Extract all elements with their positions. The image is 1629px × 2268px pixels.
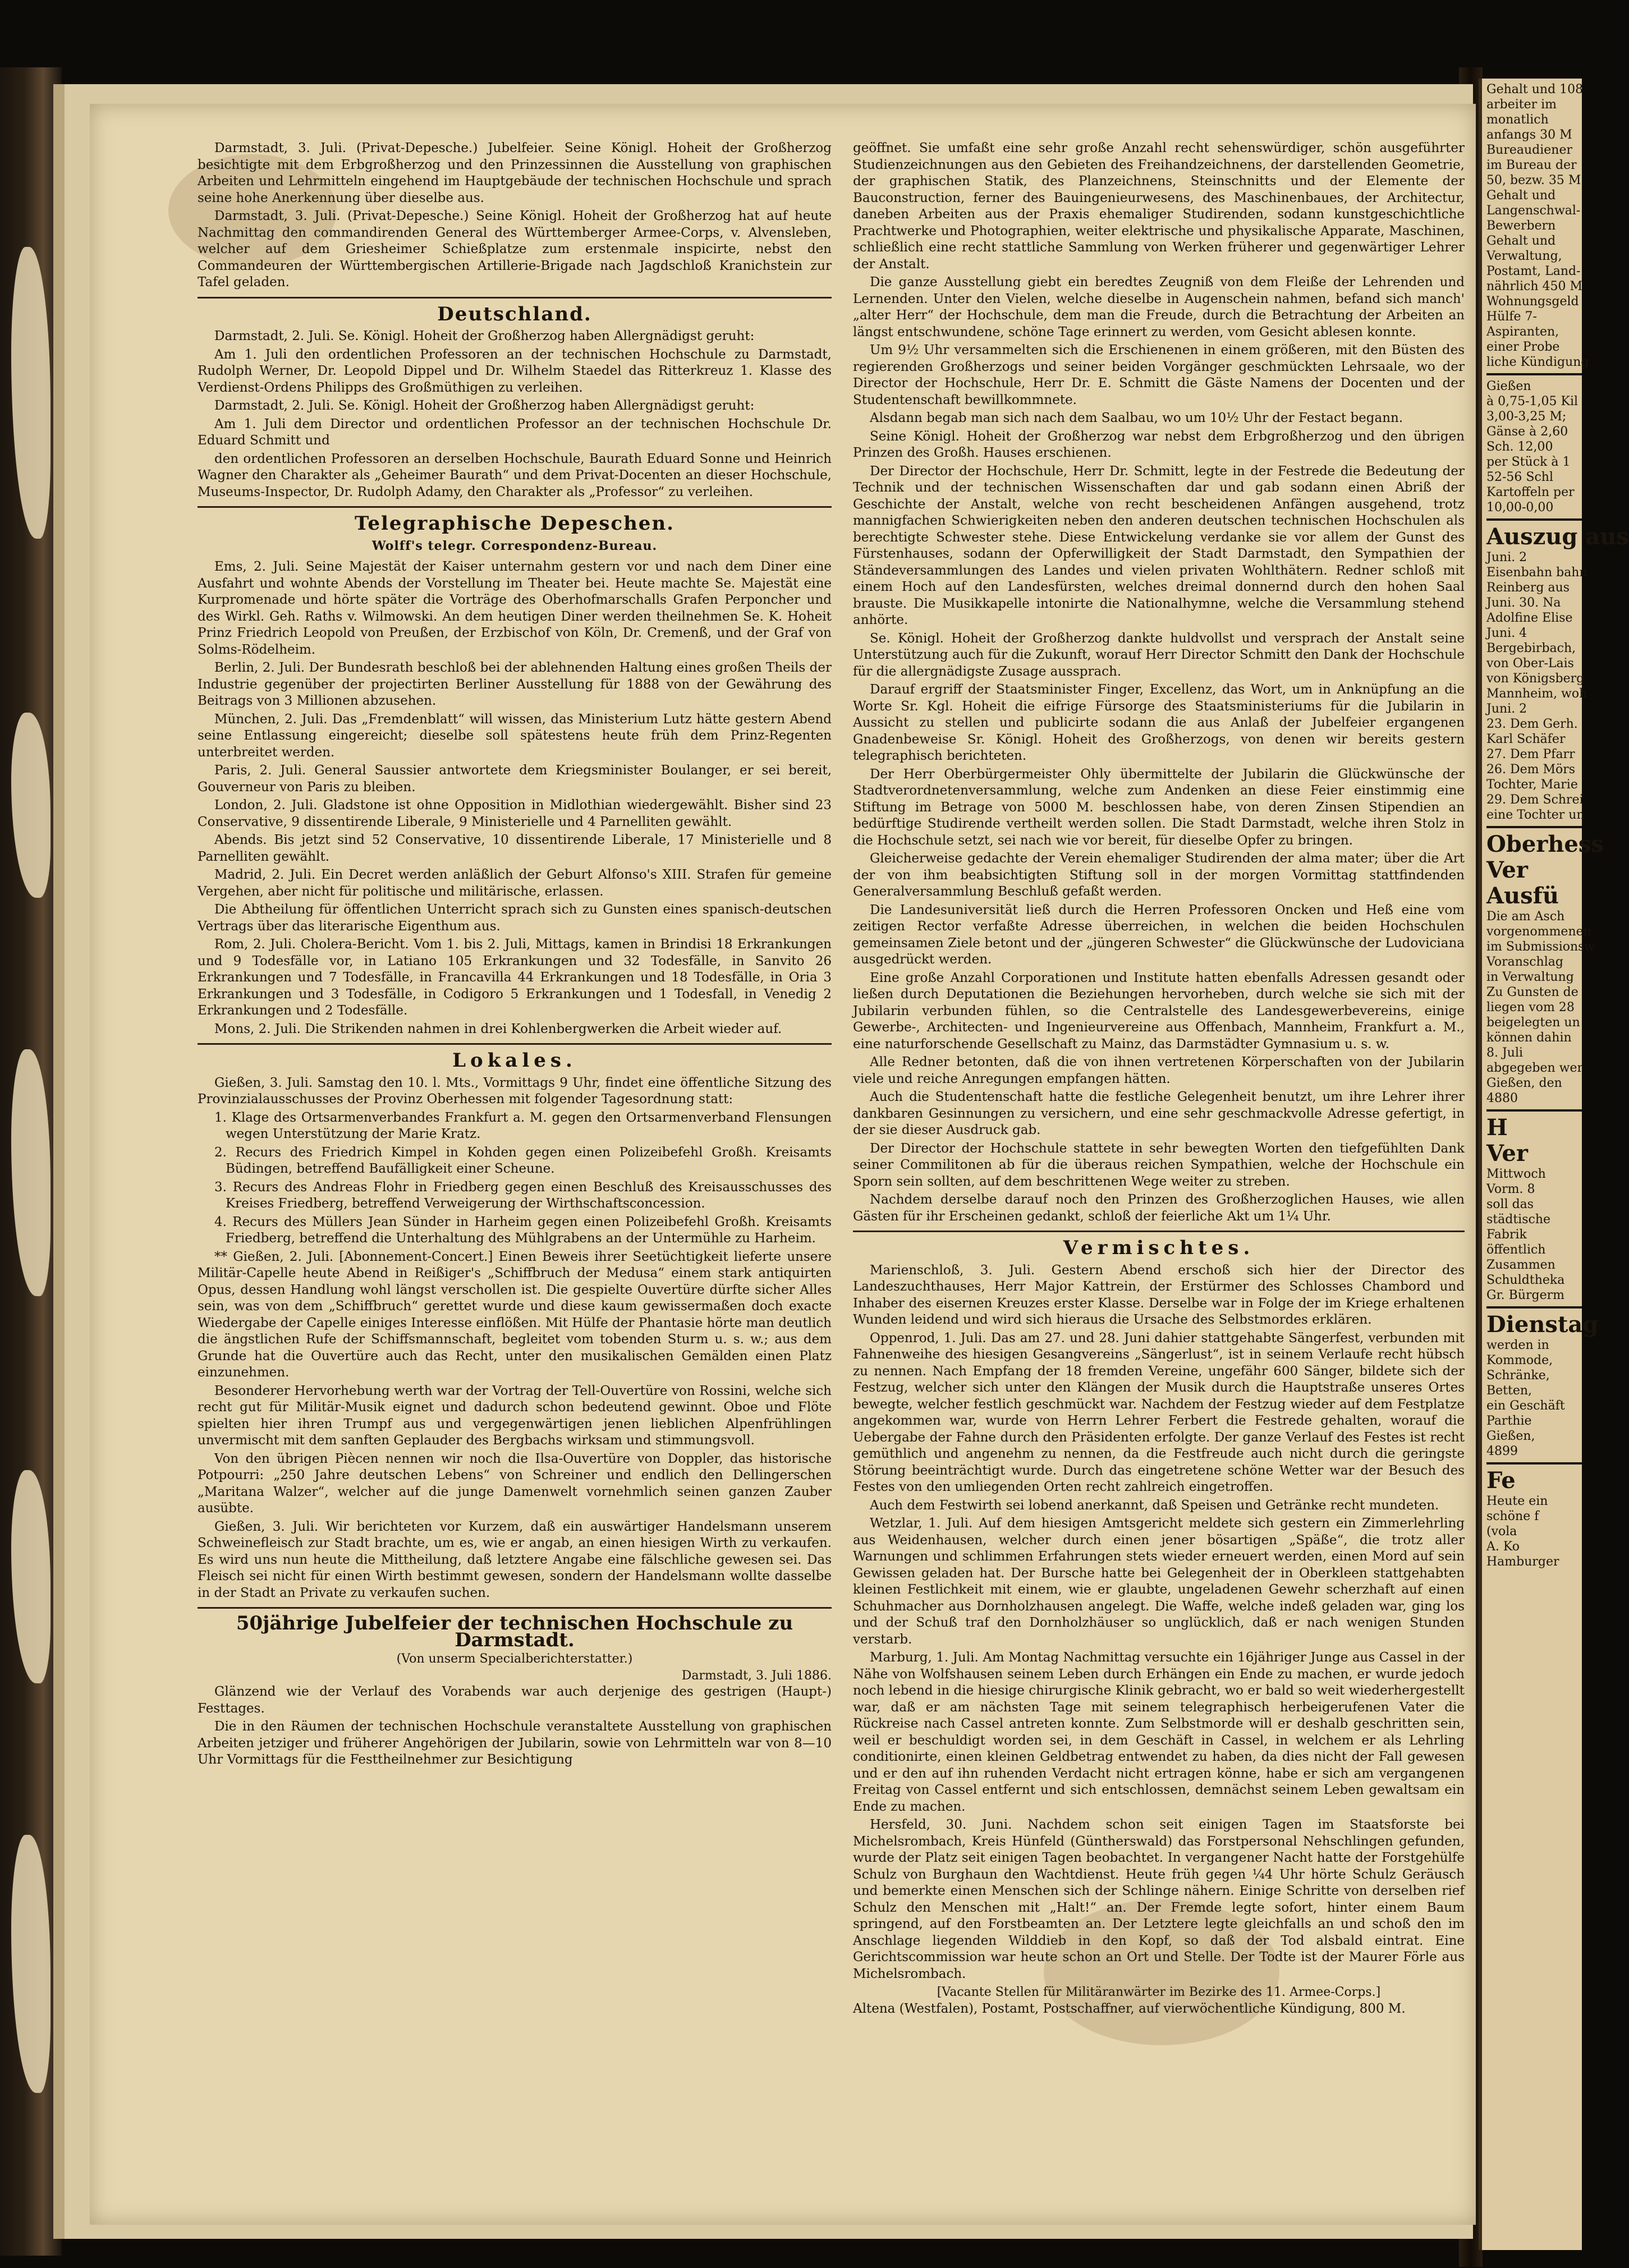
adjacent-text-line: Gießen [1486, 379, 1531, 393]
article-paragraph: Besonderer Hervorhebung werth war der Vortrag der Tell-Ouvertüre von Rossini, welche sich recht gut für Militär-Musik eignet und dadurch schon bedeutend gewinnt. Oboe und Flöte spielten hier ihren Trumpf aus und vergegenwärtigen jenen lieblichen Alpenfrühlingen unvermischt mit dem sanften Geplauder des Bergbachs wirksam und stimmungsvoll. [198, 1383, 832, 1448]
adjacent-text-line: Reinberg aus [1486, 581, 1570, 595]
adjacent-rule [1486, 373, 1582, 375]
paper-fragment [11, 1835, 51, 2093]
adjacent-heading: Dienstag [1486, 1311, 1599, 1338]
article-paragraph: Se. Königl. Hoheit der Großherzog dankte huldvollst und versprach der Anstalt seine Unterstützung auch für die Zukunft, worauf Herr Director Schmitt den Dank der Hochschule für die allergnädigste Zusage aussprach. [853, 631, 1465, 679]
article-paragraph: Die in den Räumen der technischen Hochschule veranstaltete Ausstellung von graphischen Arbeiten jetziger und früherer Angehörigen der Jubilarin, sowie von Lehrmitteln war von 8—10 Uhr Vormittags für die Festtheilnehmer zur Besichtigung [198, 1719, 832, 1767]
column-right [853, 140, 1465, 2019]
adjacent-text-line: 23. Dem Gerh. [1486, 717, 1578, 731]
adjacent-text-line: können dahin [1486, 1031, 1572, 1045]
adjacent-text-line: beigelegten un [1486, 1016, 1580, 1030]
adjacent-text-line: Schränke, [1486, 1369, 1550, 1383]
adjacent-text-line: Wohnungsgeld [1486, 295, 1579, 309]
adjacent-text-line: A. Ko [1486, 1540, 1520, 1554]
adjacent-text-line: schöne f [1486, 1509, 1539, 1523]
article-paragraph: Abends. Bis jetzt sind 52 Conservative, 10 dissentirende Liberale, 17 Ministerielle und 8 Parnelliten gewählt. [198, 833, 832, 864]
article-paragraph: Altena (Westfalen), Postamt, Postschaffner, auf vierwöchentliche Kündigung, 800 M. [853, 2001, 1406, 2016]
adjacent-text-line: Gießen, den [1486, 1076, 1562, 1090]
article-paragraph: Von den übrigen Piècen nennen wir noch die Ilsa-Ouvertüre von Doppler, das historische Potpourri: „250 Jahre deutschen Lebens“ von Schreiner und endlich den Dellingerschen „Maritana Walzer“, welcher auf die junge Damenwelt vornehmlich seinen ganzen Zauber ausübte. [198, 1451, 832, 1516]
paper-fragment [11, 1049, 51, 1296]
article-headline: 50jährige Jubelfeier der technischen Hochschule zu Darmstadt. [236, 1612, 793, 1651]
adjacent-text-line: 29. Dem Schrei [1486, 793, 1584, 807]
adjacent-text-line: von Ober-Lais [1486, 656, 1574, 671]
adjacent-text-line: werden in [1486, 1338, 1549, 1352]
adjacent-text-line: (vola [1486, 1525, 1517, 1539]
adjacent-text-line: von Königsberg [1486, 672, 1585, 686]
adjacent-heading: H [1486, 1114, 1508, 1141]
adjacent-text-line: Gr. Bürgerm [1486, 1288, 1564, 1302]
article-paragraph: Am 1. Juli den ordentlichen Professoren an der technischen Hochschule zu Darmstadt, Rudolph Werner, Dr. Leopold Dippel und Dr. Wilhelm Staedel das Ritterkreuz 1. Klasse des Verdienst-Ordens Philipps des Großmüthigen zu verleihen. [198, 347, 832, 395]
article-paragraph: Die Landesuniversität ließ durch die Herren Professoren Oncken und Heß eine vom zeitigen Rector verfaßte Adresse überreichen, in welchen die beiden Hochschulen gemeinsamen Ziele betont und der „jüngeren Schwester“ die Glückwünsche der Ludoviciana ausgedrückt werden. [853, 902, 1465, 967]
adjacent-text-line: Bewerbern [1486, 219, 1556, 233]
adjacent-text-line: im Submissionsw [1486, 940, 1595, 954]
adjacent-text-line: soll das [1486, 1197, 1534, 1211]
article-paragraph: Glänzend wie der Verlauf des Vorabends war auch derjenige des gestrigen (Haupt-) Festtages. [198, 1684, 832, 1716]
article-paragraph: Darauf ergriff der Staatsminister Finger, Excellenz, das Wort, um in Anknüpfung an die Worte Sr. Kgl. Hoheit die eifrige Fürsorge des Staatsministeriums für die Jubilarin in Aussicht zu stellen und publicirte sodann die aus Anlaß der Jubelfeier ergangenen Gnadenbeweise Sr. Königl. Hoheit des Großherzogs, von denen wir bereits gestern telegraphisch berichteten. [853, 682, 1465, 763]
adjacent-text-line: Betten, [1486, 1384, 1532, 1398]
article-paragraph: geöffnet. Sie umfaßt eine sehr große Anzahl recht sehenswürdiger, schön ausgeführter Studienzeichnungen aus den Gebieten des Freihandzeichnens, der darstellenden Geometrie, der graphischen Statik, des Planzeichnens, Steinschnitts und der Elemente der Bauconstruction, ferner des Bauingenieurwesens, des Maschinenbaues, der Architectur, daneben Arbeiten aus der Praxis ehemaliger Studirenden, sodann kunstgeschichtliche Prachtwerke und Photographien, weiter elektrische und physikalische Apparate, Maschinen, schließlich eine recht stattliche Sammlung von Werken früherer und gegenwärtiger Lehrer der Anstalt. [853, 141, 1465, 272]
article-paragraph: Gleicherweise gedachte der Verein ehemaliger Studirenden der alma mater; über die Art der von ihm beabsichtigten Stiftung soll in der morgen Vormittag stattfindenden Generalversammlung Beschluß gefaßt werden. [853, 851, 1465, 899]
article-paragraph: den ordentlichen Professoren an derselben Hochschule, Baurath Eduard Sonne und Heinrich Wagner den Charakter als „Geheimer Baurath“ und dem Privat-Docenten an dieser Hochschule, Museums-Inspector, Dr. Rudolph Adamy, den Charakter als „Professor“ zu verleihen. [198, 451, 832, 499]
adjacent-rule [1486, 518, 1582, 521]
adjacent-text-line: städtische [1486, 1213, 1551, 1227]
article-paragraph: Darmstadt, 2. Juli. Se. Königl. Hoheit der Großherzog haben Allergnädigst geruht: [214, 398, 755, 413]
article-paragraph: Hersfeld, 30. Juni. Nachdem schon seit einigen Tagen im Staatsforste bei Michelsrombach, Kreis Hünfeld (Güntherswald) das Forstpersonal Nehschlingen gefunden, wurde der Platz seit einigen Tagen beobachtet. In vergangener Nacht hatte der Forstgehülfe Schulz von Burghaun den Wachtdienst. Heute früh gegen ¼4 Uhr hörte Schulz Geräusch und bemerkte einen Menschen sich der Schlinge nähern. Einige Schritte von derselben rief Schulz den Menschen mit „Halt!“ an. Der Fremde legte sofort, hinter einem Baum springend, auf den Forstbeamten an. Der Letztere legte gleichfalls an und schoß den im Anschlage liegenden Wilddieb in den Kopf, so daß der Tod alsbald eintrat. Eine Gerichtscommission war heute schon an Ort und Stelle. Der Todte ist der Maurer Förle aus Michelsrombach. [853, 1817, 1465, 1981]
article-paragraph: Der Director der Hochschule, Herr Dr. Schmitt, legte in der Festrede die Bedeutung der Technik und der technischen Wissenschaften dar und gab sodann einen Abriß der Geschichte der Anstalt, welche von recht bescheidenen Anfängen ausgehend, trotz mannigfachen Schwierigkeiten neben den anderen deutschen technischen Hochschulen als berechtigte Schwester stehe. Diese Entwickelung verdanke sie vor allem der Gunst des Fürstenhauses, sodann der Opferwilligkeit der Stadt Darmstadt, den Sympathien der Ständeversammlungen des Landes und vielen privaten Wohlthätern. Redner schloß mit einem Hoch auf den Landesfürsten, welches dreimal donnernd durch den hohen Saal brauste. Die Musikkapelle intonirte die Nationalhymne, welche die Versammlung stehend anhörte. [853, 463, 1465, 627]
adjacent-rule [1486, 1306, 1582, 1309]
adjacent-text-line: 4899 [1486, 1444, 1518, 1458]
article-paragraph: Madrid, 2. Juli. Ein Decret werden anläßlich der Geburt Alfonso's XIII. Strafen für gemeine Vergehen, aber nicht für politische und militärische, erlassen. [198, 867, 832, 899]
agenda-item: 2. Recurs des Friedrich Kimpel in Kohden gegen einen Polizeibefehl Großh. Kreisamts Büdingen, betreffend Baufälligkeit einer Scheune. [214, 1145, 832, 1176]
adjacent-heading: Fe [1486, 1467, 1516, 1494]
article-paragraph: Der Director der Hochschule stattete in sehr bewegten Worten den tiefgefühlten Dank seiner Commilitonen ab für die überaus reichen Sympathien, welche der Hochschule ein Sporn sein sollten, auf dem beschrittenen Wege weiter zu streben. [853, 1141, 1465, 1189]
adjacent-text-line: Juni. 4 [1486, 626, 1527, 640]
article-paragraph: Die ganze Ausstellung giebt ein beredtes Zeugniß von dem Fleiße der Lehrenden und Lernenden. Unter den Vielen, welche dieselbe in Augenschein nahmen, befand sich manch' „alter Herr“ der Hochschule, dem man die Freude, durch die Betrachtung der Arbeiten an längst entschwundene, schöne Tage erinnert zu werden, vom Gesicht ablesen konnte. [853, 275, 1465, 339]
adjacent-text-line: Juni. 2 [1486, 702, 1527, 716]
section-heading: Deutschland. [437, 302, 592, 325]
adjacent-text-line: 26. Dem Mörs [1486, 763, 1576, 777]
article-paragraph: Darmstadt, 3. Juli. (Privat-Depesche.) Seine Königl. Hoheit der Großherzog hat auf heute Nachmittag den commandirenden General des Württemberger Armee-Corps, v. Alvensleben, welcher auf dem Griesheimer Schießplatze zum erstenmale inspicirte, nebst den Commandeuren der Württembergischen Artillerie-Brigade nach Jagdschloß Kranichstein zur Tafel geladen. [198, 209, 832, 290]
adjacent-text-line: nährlich 450 M [1486, 279, 1583, 293]
article-paragraph: Eine große Anzahl Corporationen und Institute hatten ebenfalls Adressen gesandt oder ließen durch Deputationen die Beziehungen hervorheben, durch welche sie sich mit der Jubilarin verbunden fühlen, so die Centralstelle des Landesgewerbevereins, einige Gewerbe-, Architecten- und Ingenieurvereine aus Offenbach, Mannheim, Frankfurt a. M., eine naturforschende Gesellschaft zu Mainz, das Darmstädter Gymnasium u. s. w. [853, 970, 1465, 1052]
adjacent-text-line: im Bureau der [1486, 158, 1577, 172]
adjacent-text-line: Bergebirbach, [1486, 641, 1576, 655]
article-paragraph: Alsdann begab man sich nach dem Saalbau, wo um 10½ Uhr der Festact begann. [870, 411, 1403, 425]
section-heading: Lokales. [452, 1049, 577, 1072]
adjacent-text-line: 3,00-3,25 M; [1486, 410, 1567, 424]
adjacent-text-line: Mannheim, woh [1486, 687, 1587, 701]
paper-fragment [11, 247, 51, 539]
article-paragraph: Alle Redner betonten, daß die von ihnen vertretenen Körperschaften von der Jubilarin viele und reiche Anregungen empfangen hätten. [853, 1055, 1465, 1086]
adjacent-text-line: 27. Dem Pfarr [1486, 747, 1575, 761]
article-paragraph: Auch dem Festwirth sei lobend anerkannt, daß Speisen und Getränke recht mundeten. [870, 1498, 1439, 1513]
article-paragraph: München, 2. Juli. Das „Fremdenblatt“ will wissen, das Ministerium Lutz hätte gestern Abend seine Entlassung eingereicht; dieselbe soll spätestens heute früh dem Prinz-Regenten unterbreitet werden. [198, 711, 832, 760]
article-paragraph: Um 9½ Uhr versammelten sich die Erschienenen in einem größeren, mit den Büsten des regierenden Großherzogs und seiner beiden Vorgänger geschmückten Lehrsaale, wo der Director der Hochschule, Herr Dr. E. Schmitt die Gäste Namens der Docenten und der Studentenschaft bewillkommnete. [853, 343, 1465, 407]
adjacent-text-line: vorgenommenen [1486, 925, 1591, 939]
adjacent-text-line: Voranschlag [1486, 955, 1563, 969]
adjacent-text-line: Gehalt und [1486, 234, 1556, 248]
section-divider [198, 1043, 832, 1045]
adjacent-text-line: Sch. 12,00 [1486, 440, 1553, 454]
adjacent-text-line: liche Kündigung [1486, 355, 1589, 369]
column-left [198, 140, 832, 1770]
section-subheading: Wolff's telegr. Correspondenz-Bureau. [371, 538, 658, 553]
adjacent-text-line: arbeiter im [1486, 98, 1557, 112]
adjacent-heading: Ver [1486, 857, 1528, 883]
adjacent-text-line: Kartoffeln per [1486, 485, 1575, 499]
article-paragraph: Wetzlar, 1. Juli. Auf dem hiesigen Amtsgericht meldete sich gestern ein Zimmerlehrling aus Weidenhausen, welcher durch einen jener bösartigen „Späße“, die trotz aller Warnungen und schlimmen Erfahrungen stets wieder erneuert werden, einen Mord auf sein Gewissen geladen hat. Der Bursche hatte bei Gelegenheit der in Oberkleen stattgehabten kleinen Festlichkeit mit einem, wie er glaubte, ungeladenen Gewehr scherzhaft auf einen Schuhmacher aus Dornholzhausen angelegt. Die Waffe, welche indeß geladen war, ging los und der Schuß traf den Dornholzhäuser so unglücklich, daß er nach wenigen Stunden verstarb. [853, 1516, 1465, 1647]
article-paragraph: Am 1. Juli dem Director und ordentlichen Professor an der technischen Hochschule Dr. Eduard Schmitt und [198, 416, 832, 448]
adjacent-heading: Auszug aus [1486, 524, 1629, 550]
adjacent-rule [1486, 1462, 1582, 1464]
adjacent-text-line: Gießen, [1486, 1429, 1535, 1443]
adjacent-text-line: Heute ein [1486, 1494, 1548, 1508]
adjacent-text-line: Vorm. 8 [1486, 1182, 1535, 1196]
adjacent-page [1479, 79, 1629, 2250]
adjacent-text-line: Zusammen [1486, 1258, 1555, 1272]
adjacent-text-line: 52-56 Schl [1486, 470, 1554, 484]
adjacent-text-line: monatlich [1486, 113, 1549, 127]
adjacent-text-line: Gehalt und [1486, 189, 1556, 203]
adjacent-text-line: Adolfine Elise [1486, 611, 1573, 625]
section-divider [853, 1231, 1465, 1232]
binding-edge [0, 67, 62, 2256]
adjacent-rule [1486, 826, 1582, 828]
adjacent-text-line: Juni. 30. Na [1486, 596, 1561, 610]
adjacent-text-line: 50, bezw. 35 M [1486, 173, 1581, 187]
adjacent-text-line: liegen vom 28 [1486, 1000, 1575, 1014]
article-dateline: Darmstadt, 3. Juli 1886. [681, 1668, 832, 1683]
adjacent-text-line: öffentlich [1486, 1243, 1546, 1257]
adjacent-text-line: 8. Juli [1486, 1046, 1524, 1060]
adjacent-text-line: Juni. 2 [1486, 550, 1527, 564]
agenda-item: 4. Recurs des Müllers Jean Sünder in Harheim gegen einen Polizeibefehl Großh. Kreisamts Friedberg, betreffend die Unterhaltung des Mühlgrabens an der Untermühle zu Harheim. [214, 1214, 832, 1246]
adjacent-page-text [1482, 79, 1629, 1573]
article-paragraph: Die Abtheilung für öffentlichen Unterricht sprach sich zu Gunsten eines spanisch-deutschen Vertrags über das literarische Eigenthum aus. [198, 902, 832, 934]
section-divider [198, 1607, 832, 1609]
adjacent-text-line: Karl Schäfer [1486, 732, 1566, 746]
adjacent-text-line: à 0,75-1,05 Kil [1486, 394, 1578, 408]
adjacent-text-line: in Verwaltung [1486, 970, 1574, 984]
article-paragraph: Paris, 2. Juli. General Saussier antwortete dem Kriegsminister Boulanger, er sei bereit, Gouverneur von Paris zu bleiben. [198, 763, 832, 795]
article-paragraph: Oppenrod, 1. Juli. Das am 27. und 28. Juni dahier stattgehabte Sängerfest, verbunden mit Fahnenweihe des hiesigen Gesangvereins „Sängerlust“, ist in seinem Verlaufe recht hübsch zu nennen. Nach Empfang der 18 fremden Vereine, ungefähr 600 Sänger, bildete sich der Festzug, welcher sich unter den Klängen der Musik durch die Hauptstraße unseres Ortes bewegte, welcher festlich geschmückt war. Nachdem der Festzug wieder auf dem Festplatze angekommen war, wurde von Herrn Lehrer Ferbert die Festrede gehalten, worauf die Uebergabe der Fahne durch den Präsidenten erfolgte. Der ganze Verlauf des Festes ist recht gemüthlich und angenehm zu nennen, da die Festfreude auch nicht durch die geringste Störung beeinträchtigt wurde. Durch das eingetretene schöne Wetter war der Besuch des Festes von den umliegenden Orten recht zahlreich eingetroffen. [853, 1330, 1465, 1494]
adjacent-text-line: Aspiranten, [1486, 325, 1559, 339]
adjacent-text-line: per Stück à 1 [1486, 455, 1571, 469]
paper-fragment [11, 713, 51, 898]
adjacent-text-line: 4880 [1486, 1091, 1518, 1105]
article-paragraph: Rom, 2. Juli. Cholera-Bericht. Vom 1. bis 2. Juli, Mittags, kamen in Brindisi 18 Erkrankungen und 9 Todesfälle vor, in Latiano 105 Erkrankungen und 32 Todesfälle, in Sanvito 26 Erkrankungen und 7 Todesfälle, in Francavilla 44 Erkrankungen und 18 Todesfälle, in Oria 3 Erkrankungen und 3 Todesfälle, in Codigoro 5 Erkrankungen und 1 Todesfall, in Venedig 2 Erkrankungen und 2 Todesfälle. [198, 937, 832, 1018]
adjacent-text-line: Parthie [1486, 1414, 1532, 1428]
section-divider [198, 506, 832, 508]
agenda-item: 1. Klage des Ortsarmenverbandes Frankfurt a. M. gegen den Ortsarmenverband Flensungen wegen Unterstützung der Marie Kratz. [214, 1110, 832, 1141]
article-paragraph: London, 2. Juli. Gladstone ist ohne Opposition in Midlothian wiedergewählt. Bisher sind 23 Conservative, 9 dissentirende Liberale, 9 Ministerielle und 4 Parnelliten gewählt. [198, 798, 832, 829]
adjacent-heading: Ver [1486, 1140, 1528, 1167]
article-paragraph: Berlin, 2. Juli. Der Bundesrath beschloß bei der ablehnenden Haltung eines großen Theils der Industrie gegenüber der projectirten Berliner Ausstellung für 1888 von der Gewährung des Beitrags von 3 Millionen abzusehen. [198, 660, 832, 708]
article-paragraph: Gießen, 3. Juli. Wir berichteten vor Kurzem, daß ein auswärtiger Handelsmann unserem Schweinefleisch zur Stadt brachte, um es, wie er angab, an einen hiesigen Wirth zu verkaufen. Es wird uns nun heute die Mittheilung, daß letztere Angabe eine fälschliche gewesen sei. Das Fleisch sei nicht für einen Wirth bestimmt gewesen, sondern der Handelsmann wollte dasselbe in der Stadt an Private zu verkaufen suchen. [198, 1519, 832, 1600]
article-paragraph: Darmstadt, 2. Juli. Se. Königl. Hoheit der Großherzog haben Allergnädigst geruht: [214, 329, 755, 343]
article-paragraph: Der Herr Oberbürgermeister Ohly übermittelte der Jubilarin die Glückwünsche der Stadtverordnetenversammlung, welche zum Andenken an diese Feier einstimmig eine Stiftung im Betrage von 5000 M. beschlossen habe, von deren Zinsen Stipendien an bedürftige Studirende vertheilt werden sollen. Die Stadt Darmstadt, welche ihren Stolz in die Hochschule setzt, sei nach wie vor bereit, für dieselbe Opfer zu bringen. [853, 766, 1465, 848]
adjacent-text-line: Tochter, Marie [1486, 778, 1578, 792]
adjacent-heading: Ausfü [1486, 883, 1559, 909]
article-paragraph: Mons, 2. Juli. Die Strikenden nahmen in drei Kohlenbergwerken die Arbeit wieder auf. [214, 1021, 782, 1036]
agenda-item: 3. Recurs des Andreas Flohr in Friedberg gegen einen Beschluß des Kreisausschusses des Kreises Friedberg, betreffend Verweigerung der Wirthschaftsconcession. [214, 1179, 832, 1211]
adjacent-text-line: Gänse à 2,60 [1486, 425, 1568, 439]
adjacent-text-line: Langenschwal- [1486, 204, 1581, 218]
adjacent-text-line: abgegeben wer [1486, 1061, 1584, 1075]
adjacent-text-line: Die am Asch [1486, 910, 1565, 924]
adjacent-text-line: Hülfe 7- [1486, 310, 1537, 324]
adjacent-text-line: Eisenbahn bahn [1486, 566, 1587, 580]
article-paragraph: Marienschloß, 3. Juli. Gestern Abend erschoß sich hier der Director des Landeszuchthauses, Herr Major Kattrein, der Erstürmer des Schlosses Chambord und Inhaber des eisernen Kreuzes erster Klasse. Derselbe war in Folge der im Kriege erhaltenen Wunden leidend und wird sich hieraus die Ursache des Selbstmordes erklären. [853, 1262, 1465, 1327]
article-paragraph: Marburg, 1. Juli. Am Montag Nachmittag versuchte ein 16jähriger Junge aus Cassel in der Nähe von Wolfshausen seinem Leben durch Erhängen ein Ende zu machen, er wurde jedoch noch lebend in die hiesige chirurgische Klinik gebracht, wo er bald so weit wiederhergestellt war, daß er am nächsten Tage mit seinem telegraphisch herbeigerufenen Vater die Rückreise nach Cassel antreten konnte. Zum Selbstmorde will er deshalb geschritten sein, weil er beschuldigt worden sei, in dem Geschäft in Cassel, in welchem er als Lehrling conditionirte, einen kleinen Geldbetrag entwendet zu haben, da dies nicht der Fall gewesen und er den auf ihn ruhenden Verdacht nicht ertragen könne, habe er sich am vergangenen Freitag von Cassel entfernt und sich entschlossen, demnächst seinem Leben gewaltsam ein Ende zu machen. [853, 1650, 1465, 1814]
adjacent-text-line: eine Tochter un [1486, 808, 1585, 822]
article-byline: (Von unserm Specialberichterstatter.) [396, 1652, 633, 1666]
section-heading: Vermischtes. [1063, 1237, 1255, 1259]
adjacent-text-line: Hamburger [1486, 1555, 1559, 1569]
article-paragraph: Gießen, 3. Juli. Samstag den 10. l. Mts., Vormittags 9 Uhr, findet eine öffentliche Sitzung des Provinzialausschusses der Provinz Oberhessen mit folgender Tagesordnung statt: [198, 1075, 832, 1107]
article-paragraph: Ems, 2. Juli. Seine Majestät der Kaiser unternahm gestern vor und nach dem Diner eine Ausfahrt und wohnte Abends der Vorstellung im Theater bei. Heute machte Se. Majestät eine Kurpromenade und hörte später die Vorträge des Oberhofmarschalls Grafen Perponcher und des Wirkl. Geh. Raths v. Wilmowski. An dem heutigen Diner werden theilnehmen Se. K. Hoheit Prinz Friedrich Leopold von Preußen, der Erzbischof von Köln, Dr. Cremenß, und der Graf von Solms-Rödelheim. [198, 559, 832, 657]
adjacent-text-line: Verwaltung, [1486, 249, 1562, 263]
adjacent-text-line: 10,00-0,00 [1486, 501, 1554, 515]
adjacent-text-line: Bureaudiener [1486, 143, 1573, 157]
adjacent-text-line: Gehalt und 108 [1486, 82, 1584, 97]
article-byline: [Vacante Stellen für Militäranwärter im Bezirke des 11. Armee-Corps.] [937, 1985, 1381, 1999]
adjacent-text-line: Fabrik [1486, 1228, 1527, 1242]
adjacent-rule [1486, 1109, 1582, 1112]
adjacent-text-line: Kommode, [1486, 1353, 1553, 1367]
paper-fragment [11, 1470, 51, 1683]
adjacent-text-line: Postamt, Land- [1486, 264, 1581, 278]
article-paragraph: Seine Königl. Hoheit der Großherzog war nebst dem Erbgroßherzog und den übrigen Prinzen des Großh. Hauses erschienen. [853, 429, 1465, 460]
adjacent-heading: Oberhess [1486, 831, 1604, 857]
adjacent-text-line: Schuldtheka [1486, 1273, 1565, 1287]
adjacent-text-line: anfangs 30 M [1486, 128, 1572, 142]
section-heading: Telegraphische Depeschen. [354, 512, 674, 535]
adjacent-text-line: Mittwoch [1486, 1167, 1546, 1181]
section-divider [198, 297, 832, 299]
article-paragraph: Darmstadt, 3. Juli. (Privat-Depesche.) Jubelfeier. Seine Königl. Hoheit der Großherzog besichtigte mit dem Erbgroßherzog und den Prinzessinnen die Ausstellung von graphischen Arbeiten und Lehrmitteln eingehend im Hauptgebäude der technischen Hochschule und sprach seine hohe Anerkennung über dieselbe aus. [198, 141, 832, 205]
adjacent-text-line: einer Probe [1486, 340, 1560, 354]
article-paragraph: Nachdem derselbe darauf noch den Prinzen des Großherzoglichen Hauses, wie allen Gästen für ihr Erscheinen gedankt, schloß der feierliche Akt um 1¼ Uhr. [853, 1192, 1465, 1224]
article-paragraph: ** Gießen, 2. Juli. [Abonnement-Concert.] Einen Beweis ihrer Seetüchtigkeit lieferte unsere Militär-Capelle heute Abend in Reißiger's „Schiffbruch der Medusa“ einem stark antiquirten Opus, dessen Handlung wohl längst verschollen ist. Die gespielte Ouvertüre dürfte sicher Alles sein, was von dem „Schiffbruch“ gerettet wurde und diese kaum gewissermaßen doch exacte Wiedergabe der Capelle einiges Interesse einflößen. Mit Hülfe der Phantasie hörte man deutlich die ängstlichen Rufe der Schiffsmannschaft, begleitet vom tobenden Sturm u. s. w.; aus dem Grunde hat die Ouvertüre auch das Recht, unter den musikalischen Gemälden einen Platz einzunehmen. [198, 1249, 832, 1380]
article-paragraph: Auch die Studentenschaft hatte die festliche Gelegenheit benutzt, um ihre Lehrer ihrer dankbaren Gesinnungen zu versichern, und eine sehr geschmackvolle Adresse gefertigt, in der sie dieser Ausdruck gab. [853, 1090, 1465, 1137]
adjacent-text-line: ein Geschäft [1486, 1399, 1565, 1413]
adjacent-text-line: Zu Gunsten de [1486, 985, 1578, 999]
